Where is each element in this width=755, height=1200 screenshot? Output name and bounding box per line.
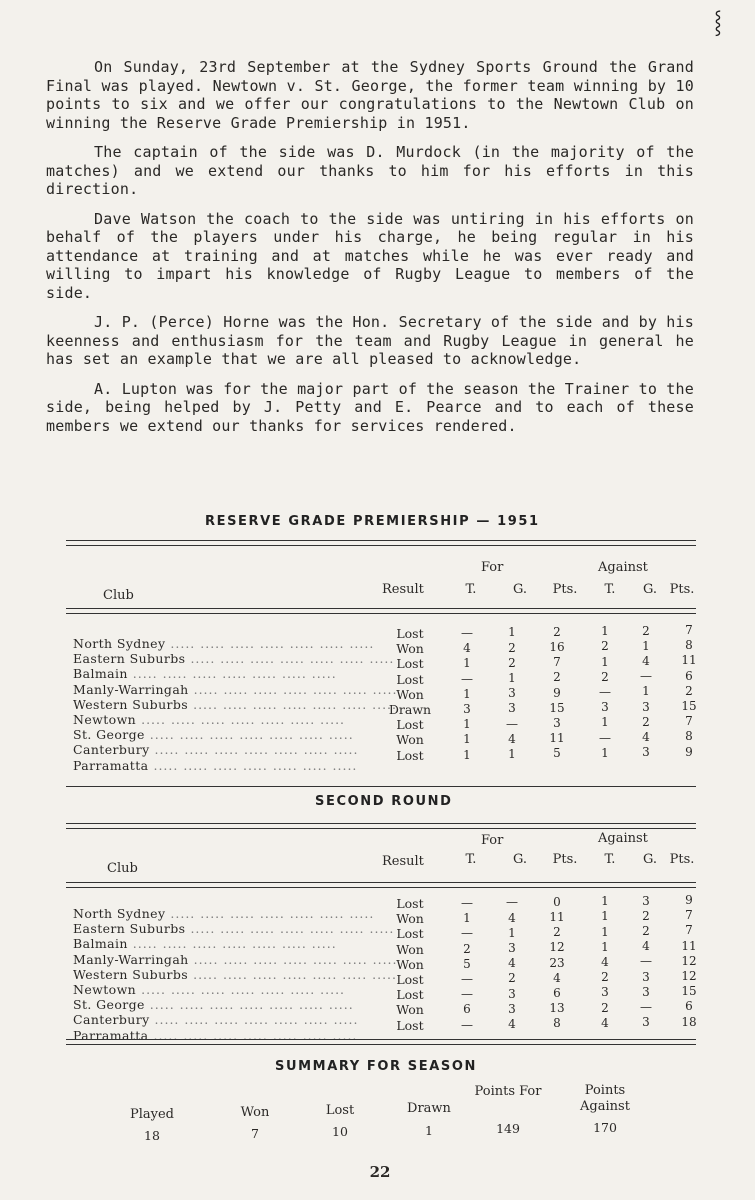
score-cell-ag-pts: 7	[685, 908, 693, 923]
score-cell-for-t: 5	[463, 956, 471, 971]
score-cell-ag-pts: 18	[681, 1014, 697, 1029]
score-cell-for-g: 1	[508, 747, 516, 761]
leader-dots: ..... ..... ..... ..... ..... ..... .....	[165, 636, 375, 651]
header-against-points: Pts.	[669, 582, 695, 597]
score-cell-for-pts: 11	[549, 910, 565, 924]
header-result: Result	[382, 854, 424, 869]
leader-dots: ..... ..... ..... ..... ..... ..... .....	[188, 681, 398, 697]
result-cell: Won	[396, 641, 424, 657]
score-cell-for-pts: 3	[553, 716, 561, 730]
club-name	[73, 951, 398, 967]
club-name	[73, 666, 368, 681]
club-label: Parramatta	[73, 757, 149, 773]
score-cell-for-pts: 2	[553, 670, 561, 685]
summary-drawn-value: 1	[425, 1123, 433, 1138]
paragraph-grand-final: On Sunday, 23rd September at the Sydney Sports Ground the Grand Final was played. Newtown v. St. George, the former team winning by 10 points to six and we offer our congratulations to the Newtown Club on winning the Reserve Grade Premiership in 1951.	[46, 58, 694, 132]
header-against-goals: G.	[642, 582, 658, 597]
score-cell-for-g: 4	[508, 1017, 516, 1031]
score-cell-for-pts: 2	[553, 925, 561, 940]
club-name	[73, 966, 398, 982]
result-cell: Lost	[396, 896, 424, 911]
score-cell-ag-g: 4	[642, 654, 650, 668]
result-cell: Drawn	[388, 702, 432, 717]
result-cell: Lost	[396, 1017, 424, 1033]
club-label: North Sydney	[73, 906, 166, 921]
score-cell-ag-pts: 15	[681, 984, 697, 999]
score-cell-for-g: —	[506, 716, 518, 731]
club-label: North Sydney	[73, 636, 166, 651]
club-label: Newtown	[73, 712, 137, 727]
score-cell-for-g: 3	[508, 701, 516, 716]
score-cell-ag-g: 2	[642, 924, 650, 938]
score-cell-ag-pts: 15	[681, 699, 697, 713]
score-cell-for-g: 3	[508, 986, 516, 1001]
result-cell: Lost	[396, 717, 424, 733]
header-club: Club	[107, 861, 138, 876]
result-cell: Won	[396, 956, 424, 972]
score-cell-ag-g: 4	[642, 939, 650, 954]
header-against-tries: T.	[604, 852, 616, 867]
score-cell-ag-t: 2	[601, 669, 609, 684]
club-label: Western Suburbs	[73, 696, 189, 712]
score-cell-ag-t: 4	[601, 955, 609, 969]
club-name	[73, 712, 368, 727]
score-cell-ag-pts: 8	[685, 638, 693, 653]
score-cell-ag-g: 3	[642, 969, 650, 984]
club-label: Newtown	[73, 982, 137, 997]
leader-dots: ..... ..... ..... ..... ..... ..... .....	[185, 921, 395, 937]
score-cell-ag-t: 3	[601, 700, 609, 715]
score-cell-for-pts: 23	[549, 955, 565, 970]
score-cell-ag-pts: 12	[681, 953, 697, 968]
summary-points-against-label: Points Against	[580, 1083, 630, 1114]
score-cell-for-t: —	[461, 626, 473, 640]
score-cell-for-t: 1	[463, 747, 471, 762]
result-cell: Lost	[396, 626, 424, 641]
summary-title: SUMMARY FOR SEASON	[275, 1059, 477, 1074]
score-cell-ag-g: 3	[642, 699, 650, 714]
score-cell-for-t: —	[461, 1017, 473, 1032]
header-for-points: Pts.	[552, 582, 578, 597]
header-for: For	[481, 833, 504, 848]
score-cell-for-t: 6	[463, 1002, 471, 1017]
score-cell-ag-g: 1	[642, 638, 650, 653]
paragraph-coach: Dave Watson the coach to the side was untiring in his efforts on behalf of the players under his charge, he being regular in his attendance at training and at matches while he was ever ready and willing to impart his knowledge of Rugby League to members of the side.	[46, 209, 694, 302]
leader-dots: ..... ..... ..... ..... ..... ..... .....	[144, 727, 354, 743]
leader-dots: ..... ..... ..... ..... ..... ..... .....	[149, 742, 359, 758]
score-cell-ag-pts: 8	[685, 729, 693, 744]
score-cell-ag-g: 3	[642, 984, 650, 999]
club-label: Eastern Suburbs	[73, 921, 186, 937]
score-cell-for-g: 3	[508, 1001, 516, 1016]
score-cell-for-t: —	[461, 926, 473, 941]
result-cell: Lost	[396, 926, 424, 942]
paragraph-secretary: J. P. (Perce) Horne was the Hon. Secretary of the side and by his keenness and enthusiasm for the team and Rugby League in general he has set an example that we are all pleased to acknowledge.	[46, 313, 694, 368]
paragraph-captain: The captain of the side was D. Murdock (in the majority of the matches) and we extend our thanks to him for his efforts in this direction.	[46, 143, 694, 198]
club-label: St. George	[73, 997, 145, 1013]
score-cell-for-t: —	[461, 671, 473, 686]
summary-lost-label: Lost	[325, 1103, 355, 1118]
score-cell-for-t: 2	[463, 941, 471, 956]
result-cell: Won	[396, 1002, 424, 1018]
result-cell: Lost	[396, 671, 424, 687]
score-cell-for-pts: 13	[549, 1001, 565, 1016]
page-number: 22	[369, 1163, 391, 1181]
score-cell-for-g: —	[506, 895, 518, 910]
header-against-tries: T.	[604, 582, 616, 597]
result-cell: Won	[396, 941, 424, 957]
score-cell-ag-t: 2	[601, 639, 609, 654]
score-cell-for-g: 4	[508, 910, 516, 925]
score-cell-ag-pts: 6	[685, 668, 693, 683]
leader-dots: ..... ..... ..... ..... ..... ..... .....	[185, 651, 395, 667]
score-cell-for-pts: 7	[553, 655, 561, 670]
score-cell-for-g: 1	[508, 671, 516, 685]
score-cell-for-pts: 6	[553, 986, 561, 1000]
header-for-tries: T.	[465, 852, 477, 867]
score-cell-ag-pts: 12	[681, 969, 697, 983]
club-label: Manly-Warringah	[73, 681, 189, 697]
score-cell-ag-t: 4	[601, 1015, 609, 1030]
score-cell-ag-g: 3	[642, 1015, 650, 1030]
header-for-goals: G.	[512, 852, 528, 867]
club-label: Balmain	[73, 936, 128, 952]
result-cell: Lost	[396, 987, 424, 1003]
leader-dots: ..... ..... ..... ..... ..... ..... .....	[127, 666, 337, 682]
score-cell-for-g: 1	[508, 625, 516, 640]
score-cell-for-t: 1	[463, 686, 471, 701]
club-label: Balmain	[73, 666, 128, 682]
club-name	[73, 1012, 368, 1027]
score-cell-for-t: 1	[463, 911, 471, 926]
score-cell-ag-g: 2	[642, 623, 650, 638]
club-name	[73, 936, 368, 951]
table2-title: SECOND ROUND	[315, 794, 453, 809]
score-cell-ag-t: 2	[601, 1000, 609, 1015]
divider	[66, 608, 696, 609]
leader-dots: ..... ..... ..... ..... ..... ..... .....	[188, 966, 398, 982]
score-cell-for-pts: 12	[549, 940, 565, 955]
score-cell-for-t: 3	[463, 702, 471, 716]
score-cell-ag-g: —	[640, 954, 652, 969]
leader-dots: ..... ..... ..... ..... ..... ..... .....	[165, 906, 375, 921]
score-cell-ag-pts: 7	[685, 623, 693, 637]
summary-won-value: 7	[251, 1126, 259, 1141]
score-cell-for-pts: 4	[553, 970, 561, 985]
divider	[66, 887, 696, 888]
score-cell-ag-t: 1	[601, 715, 609, 730]
divider	[66, 613, 696, 614]
score-cell-for-t: 4	[463, 641, 471, 656]
result-cell: Lost	[396, 656, 424, 672]
score-cell-for-g: 3	[508, 941, 516, 955]
score-cell-ag-g: 4	[642, 730, 650, 744]
score-cell-for-pts: 8	[553, 1016, 561, 1031]
score-cell-ag-g: 2	[642, 714, 650, 729]
header-for-points: Pts.	[552, 852, 578, 867]
score-cell-ag-g: 3	[642, 745, 650, 760]
score-cell-ag-pts: 7	[685, 714, 693, 729]
club-label: Manly-Warringah	[73, 951, 189, 967]
header-for: For	[481, 560, 504, 575]
score-cell-ag-t: 1	[601, 909, 609, 924]
score-cell-ag-t: —	[599, 685, 611, 699]
score-cell-for-g: 4	[508, 956, 516, 971]
club-name	[73, 1028, 368, 1043]
club-name	[73, 921, 395, 937]
divider	[66, 828, 696, 829]
club-name	[73, 758, 368, 773]
club-name	[73, 651, 395, 667]
score-cell-for-t: 1	[463, 732, 471, 747]
club-label: Parramatta	[73, 1027, 149, 1043]
score-cell-ag-t: 3	[601, 985, 609, 1000]
leader-dots: ..... ..... ..... ..... ..... ..... .....	[127, 936, 337, 952]
divider	[66, 882, 696, 883]
score-cell-for-t: 1	[463, 717, 471, 732]
score-cell-ag-g: 2	[642, 908, 650, 923]
leader-dots: ..... ..... ..... ..... ..... ..... .....	[149, 1012, 359, 1028]
score-cell-for-t: 1	[463, 656, 471, 671]
score-cell-for-pts: 5	[553, 746, 561, 761]
score-cell-for-g: 3	[508, 686, 516, 701]
club-name	[73, 696, 398, 712]
score-cell-ag-g: —	[640, 669, 652, 684]
summary-won-label: Won	[240, 1105, 270, 1120]
score-cell-ag-t: 1	[601, 624, 609, 639]
leader-dots: ..... ..... ..... ..... ..... ..... .....	[148, 757, 358, 773]
score-cell-for-t: —	[461, 972, 473, 986]
score-cell-for-pts: 9	[553, 685, 561, 700]
header-against-points: Pts.	[669, 852, 695, 867]
summary-played-label: Played	[129, 1107, 174, 1122]
club-name	[73, 982, 368, 997]
score-cell-ag-t: —	[599, 730, 611, 745]
club-name	[73, 636, 375, 651]
table1-title: RESERVE GRADE PREMIERSHIP — 1951	[205, 514, 540, 529]
club-label: Canterbury	[73, 1012, 150, 1028]
club-label: Eastern Suburbs	[73, 651, 186, 667]
club-name	[73, 742, 368, 757]
divider	[66, 545, 696, 546]
result-cell: Won	[396, 911, 424, 927]
summary-points-for-label: Points For	[474, 1084, 542, 1099]
summary-drawn-label: Drawn	[407, 1101, 451, 1116]
score-cell-for-g: 4	[508, 731, 516, 746]
score-cell-for-g: 1	[508, 925, 516, 940]
leader-dots: ..... ..... ..... ..... ..... ..... .....	[136, 982, 346, 997]
score-cell-for-g: 2	[508, 971, 516, 986]
score-cell-ag-pts: 11	[681, 653, 697, 668]
paragraph-trainer: A. Lupton was for the major part of the season the Trainer to the side, being helped by J. Petty and E. Pearce and to each of these members we extend our thanks for services rendered.	[46, 379, 694, 435]
divider	[66, 540, 696, 541]
score-cell-ag-pts: 11	[681, 938, 697, 953]
header-against: Against	[598, 831, 648, 846]
club-label: Canterbury	[73, 742, 150, 758]
score-cell-for-pts: 0	[553, 894, 561, 909]
summary-lost-value: 10	[332, 1124, 348, 1139]
score-cell-for-pts: 2	[553, 624, 561, 639]
score-cell-ag-g: 1	[642, 684, 650, 699]
summary-played-value: 18	[144, 1128, 160, 1143]
score-cell-ag-pts: 9	[685, 893, 693, 907]
result-cell: Lost	[396, 747, 424, 763]
leader-dots: ..... ..... ..... ..... ..... ..... .....	[188, 696, 398, 712]
header-club: Club	[103, 588, 134, 603]
score-cell-ag-pts: 9	[685, 744, 693, 759]
score-cell-for-g: 2	[508, 655, 516, 670]
divider	[66, 823, 696, 824]
summary-points-for-value: 149	[496, 1121, 520, 1136]
leader-dots: ..... ..... ..... ..... ..... ..... .....	[136, 712, 346, 727]
club-name	[73, 681, 398, 697]
score-cell-for-pts: 15	[549, 700, 565, 715]
club-label: St. George	[73, 727, 145, 743]
divider	[66, 1044, 696, 1045]
club-name	[73, 906, 375, 921]
score-cell-ag-pts: 2	[685, 683, 693, 698]
score-cell-ag-g: —	[640, 1000, 652, 1014]
header-for-goals: G.	[512, 582, 528, 597]
score-cell-ag-t: 1	[601, 924, 609, 939]
result-cell: Lost	[396, 972, 424, 987]
header-against-goals: G.	[642, 852, 658, 867]
result-cell: Won	[396, 686, 424, 702]
leader-dots: ..... ..... ..... ..... ..... ..... .....	[188, 951, 398, 967]
result-cell: Won	[396, 732, 424, 748]
score-cell-for-t: —	[461, 896, 473, 910]
score-cell-ag-t: 1	[601, 745, 609, 760]
divider	[66, 786, 696, 787]
leader-dots: ..... ..... ..... ..... ..... ..... .....	[144, 997, 354, 1013]
leader-dots: ..... ..... ..... ..... ..... ..... .....	[148, 1027, 358, 1043]
club-name	[73, 727, 368, 742]
score-cell-ag-t: 1	[601, 654, 609, 669]
score-cell-ag-t: 2	[601, 970, 609, 985]
header-against: Against	[598, 560, 648, 575]
header-for-tries: T.	[465, 582, 477, 597]
summary-points-against-value: 170	[593, 1120, 617, 1135]
club-name	[73, 997, 368, 1012]
score-cell-for-t: —	[461, 987, 473, 1002]
header-result: Result	[382, 582, 424, 597]
score-cell-for-pts: 16	[549, 640, 565, 654]
corner-mark: ⸾	[714, 10, 722, 35]
score-cell-ag-t: 1	[601, 894, 609, 909]
score-cell-for-g: 2	[508, 640, 516, 655]
report-text	[46, 58, 694, 446]
divider	[66, 1039, 696, 1040]
score-cell-ag-g: 3	[642, 893, 650, 908]
score-cell-ag-t: 1	[601, 939, 609, 954]
score-cell-ag-pts: 6	[685, 999, 693, 1014]
score-cell-ag-pts: 7	[685, 923, 693, 938]
club-label: Western Suburbs	[73, 966, 189, 982]
score-cell-for-pts: 11	[549, 731, 565, 746]
